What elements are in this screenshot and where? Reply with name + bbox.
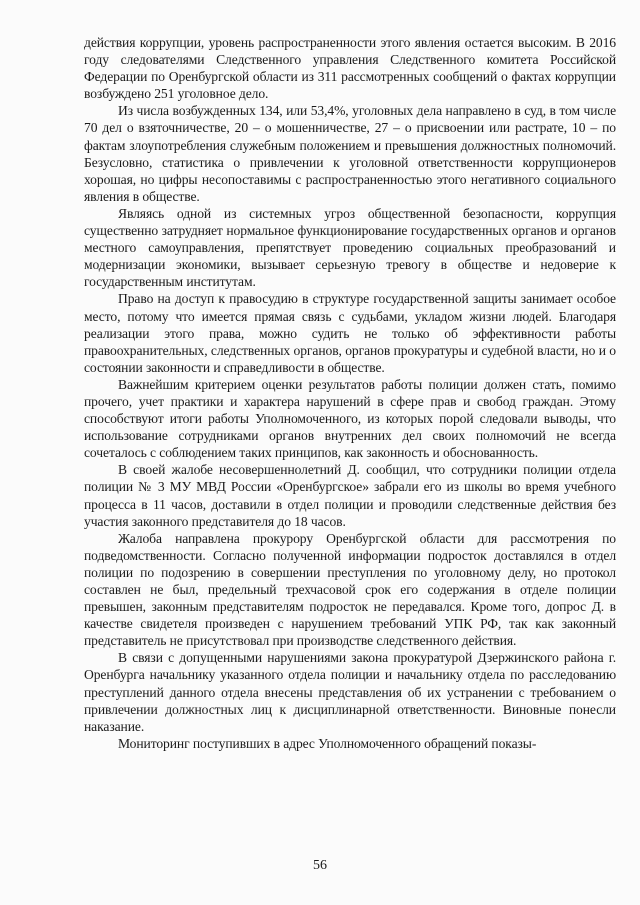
paragraph-3: Являясь одной из системных угроз общественной безопасности, коррупция существенно затрудняет нормальное функционирование государственных органов и органов местного самоуправления, препятствует проведению социальных преобразований и модернизации экономики, вызывает серьезную тревогу в обществе и недоверие к государственным институтам. — [84, 205, 616, 290]
paragraph-4: Право на доступ к правосудию в структуре государственной защиты занимает особое место, потому что имеется прямая связь с судьбами, укладом жизни людей. Благодаря реализации этого права, можно судить не только об эффективности работы правоохранительных, следственных органов, органов прокуратуры и судебной власти, но и о состоянии законности и справедливости в обществе. — [84, 291, 616, 375]
paragraph-2: Из числа возбужденных 134, или 53,4%, уголовных дела направлено в суд, в том числе 70 дел о взяточничестве, 20 – о мошенничестве, 27 – о присвоении или растрате, 10 – по фактам злоупотребления служебным положением и превышения должностных полномочий. Безусловно, статистика о привлечении к уголовной ответственности коррупционеров хорошая, но цифры несопоставимы с распространенностью этого негативного социального явления в обществе. — [84, 103, 616, 204]
paragraph-7: Жалоба направлена прокурору Оренбургской области для рассмотрения по подведомственности. Согласно полученной информации подросток доставлялся в отдел полиции по подозрению в совершении преступления по уголовному делу, но протокол составлен не был, предельный трехчасовой срок его содержания в отделе полиции превышен, законным представителям подросток не передавался. Кроме того, допрос Д. в качестве свидетеля произведен с нарушением требований УПК РФ, так как законный представитель не присутствовал при производстве следственного действия. — [84, 530, 616, 649]
paragraph-6: В своей жалобе несовершеннолетний Д. сообщил, что сотрудники полиции отдела полиции № 3 МУ МВД России «Оренбургское» забрали его из школы во время учебного процесса в 11 часов, доставили в отдел полиции и проводили следственные действия без участия законного представителя до 18 часов. — [84, 462, 616, 529]
paragraph-1: действия коррупции, уровень распространенности этого явления остается высоким. В 2016 году следователями Следственного управления Следственного комитета Российской Федерации по Оренбургской области из 311 рассмотренных сообщений о фактах коррупции возбуждено 251 уголовное дело. — [84, 35, 616, 102]
paragraph-8: В связи с допущенными нарушениями закона прокуратурой Дзержинского района г. Оренбурга начальнику указанного отдела полиции и начальнику отдела по расследованию преступлений данного отдела внесены представления об их устранении с требованием о привлечении должностных лиц к дисциплинарной ответственности. Виновные понесли наказание. — [84, 650, 616, 734]
page-number: 56 — [313, 858, 327, 873]
paragraph-9: Мониторинг поступивших в адрес Уполномоченного обращений показы- — [118, 735, 537, 751]
paragraph-5: Важнейшим критерием оценки результатов работы полиции должен стать, помимо прочего, учет практики и характера нарушений в сфере прав и свобод граждан. Этому способствуют итоги работы Уполномоченного, из которых порой следовали выводы, что использование сотрудниками органов внутренних дел своих полномочий не всегда сочеталось с соблюдением таких принципов, как законность и обоснованность. — [84, 376, 616, 461]
